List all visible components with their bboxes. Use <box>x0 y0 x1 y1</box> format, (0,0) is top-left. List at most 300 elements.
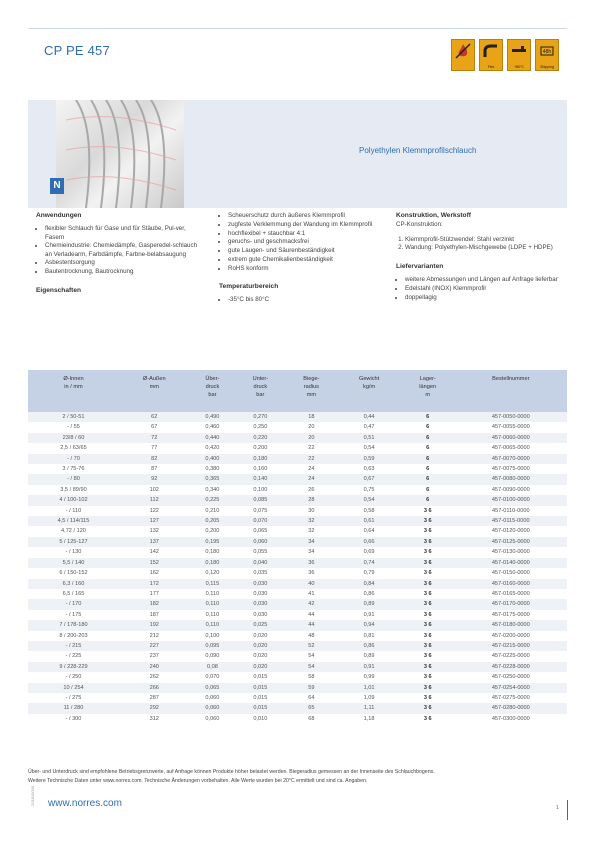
table-cell: 457-0125-0000 <box>455 537 567 547</box>
table-cell: 0,180 <box>235 454 285 464</box>
table-cell: 11 / 280 <box>28 703 119 713</box>
document-header <box>28 28 567 87</box>
table-cell: 0,065 <box>190 683 236 693</box>
table-cell: - / 55 <box>28 422 119 432</box>
table-cell: 122 <box>119 506 190 516</box>
table-cell: 59 <box>285 683 337 693</box>
column-header-line: Ø-Innen <box>63 376 84 382</box>
table-cell: 457-0060-0000 <box>455 433 567 443</box>
table-cell: 18 <box>285 412 337 422</box>
table-cell: 40 <box>285 579 337 589</box>
table-cell: 187 <box>119 610 190 620</box>
column-header <box>337 370 401 412</box>
table-cell: - / 215 <box>28 641 119 651</box>
table-cell: 0,64 <box>337 526 401 536</box>
table-cell: 457-0300-0000 <box>455 714 567 724</box>
table-cell: 6 <box>401 412 455 422</box>
table-cell: 0,225 <box>190 495 236 505</box>
column-header-line: mm <box>306 392 317 398</box>
table-cell: 457-0275-0000 <box>455 693 567 703</box>
footnote-line: Über- und Unterdruck sind empfohlene Betriebsgrenzwerte, auf Anfrage können Produkte höher belastet werden. Biegeradius gemessen an der Innenseite des Schlauchbogens. <box>28 769 435 775</box>
properties-column <box>219 212 384 305</box>
table-cell: 0,180 <box>190 558 236 568</box>
table-cell: - / 80 <box>28 474 119 484</box>
table-row <box>28 599 567 609</box>
table-cell: 54 <box>285 651 337 661</box>
table-row <box>28 641 567 651</box>
footnote-line: Weitere Technische Daten unter www.norres.com. Technische Änderungen vorbehalten. Alle Werte wurden bei 20°C ermittelt und sind ca. Angaben. <box>28 777 368 784</box>
column-header-line: in / mm <box>64 384 83 390</box>
table-cell: - / 110 <box>28 506 119 516</box>
table-cell: 32 <box>285 526 337 536</box>
table-cell: 457-0065-0000 <box>455 443 567 453</box>
column-header <box>285 370 337 412</box>
applications-column <box>36 212 204 300</box>
table-cell: 3,5 / 89/90 <box>28 485 119 495</box>
table-row <box>28 610 567 620</box>
table-cell: 0,055 <box>235 547 285 557</box>
table-cell: 0,015 <box>235 672 285 682</box>
table-row <box>28 464 567 474</box>
table-cell: 6 <box>401 464 455 474</box>
table-cell: 457-0200-0000 <box>455 631 567 641</box>
table-cell: 0,085 <box>235 495 285 505</box>
table-cell: 23/8 / 60 <box>28 433 119 443</box>
table-cell: 0,66 <box>337 537 401 547</box>
table-cell: 4,5 / 114/115 <box>28 516 119 526</box>
table-cell: 3 6 <box>401 568 455 578</box>
table-cell: 0,035 <box>235 568 285 578</box>
table-cell: 0,75 <box>337 485 401 495</box>
table-cell: 58 <box>285 672 337 682</box>
table-cell: 0,220 <box>235 433 285 443</box>
table-cell: 72 <box>119 433 190 443</box>
table-cell: 457-0140-0000 <box>455 558 567 568</box>
list-item: • zugfeste Verklemmung der Wandung im Klemmprofil <box>228 221 384 229</box>
table-cell: 6 <box>401 422 455 432</box>
applications-heading: Anwendungen <box>36 212 82 219</box>
table-cell: 4,72 / 120 <box>28 526 119 536</box>
table-cell: - / 175 <box>28 610 119 620</box>
table-cell: 0,110 <box>190 599 236 609</box>
table-cell: 0,400 <box>190 454 236 464</box>
table-cell: 3 6 <box>401 693 455 703</box>
table-row <box>28 495 567 505</box>
table-cell: 3 6 <box>401 683 455 693</box>
table-cell: 3 6 <box>401 662 455 672</box>
table-cell: 34 <box>285 547 337 557</box>
table-cell: 0,89 <box>337 599 401 609</box>
table-cell: 6 / 150-152 <box>28 568 119 578</box>
variants-heading: Liefervarianten <box>396 262 444 270</box>
table-cell: 0,100 <box>190 631 236 641</box>
column-header-line: Bestellnummer <box>492 376 530 382</box>
table-cell: 0,200 <box>235 443 285 453</box>
table-cell: 457-0115-0000 <box>455 516 567 526</box>
shipping-icon: 48h Shipping <box>535 39 559 71</box>
table-cell: 0,100 <box>235 485 285 495</box>
table-cell: 457-0225-0000 <box>455 651 567 661</box>
table-cell: 457-0070-0000 <box>455 454 567 464</box>
table-body <box>28 412 567 724</box>
table-cell: 457-0090-0000 <box>455 485 567 495</box>
table-cell: 3 6 <box>401 641 455 651</box>
table-cell: 82 <box>119 454 190 464</box>
bend-icon: Flex <box>479 39 503 71</box>
table-cell: 0,195 <box>190 537 236 547</box>
table-row <box>28 485 567 495</box>
table-cell: 4 / 100-102 <box>28 495 119 505</box>
footer-divider <box>567 800 568 820</box>
table-cell: 7 / 178-180 <box>28 620 119 630</box>
table-cell: 87 <box>119 464 190 474</box>
table-cell: 0,420 <box>190 443 236 453</box>
svg-text:48h: 48h <box>542 49 552 55</box>
table-cell: 237 <box>119 651 190 661</box>
website-link[interactable]: www.norres.com <box>48 798 122 809</box>
table-cell: 0,120 <box>190 568 236 578</box>
table-cell: 41 <box>285 589 337 599</box>
table-cell: - / 275 <box>28 693 119 703</box>
temperature-heading: Temperaturbereich <box>219 283 279 291</box>
table-cell: 9 / 228-229 <box>28 662 119 672</box>
table-cell: 22 <box>285 443 337 453</box>
table-cell: 0,140 <box>235 474 285 484</box>
table-cell: 0,74 <box>337 558 401 568</box>
table-cell: 112 <box>119 495 190 505</box>
table-cell: 0,81 <box>337 631 401 641</box>
table-cell: 0,030 <box>235 579 285 589</box>
table-row <box>28 516 567 526</box>
column-header-line: Unter- <box>252 376 269 382</box>
table-header-row <box>28 370 567 412</box>
table-row <box>28 703 567 713</box>
column-header-line: längen <box>419 384 437 390</box>
table-row <box>28 537 567 547</box>
specifications-table <box>28 370 567 724</box>
table-cell: 132 <box>119 526 190 536</box>
table-cell: 20 <box>285 422 337 432</box>
table-cell: 8 / 200-203 <box>28 631 119 641</box>
table-cell: 0,060 <box>235 537 285 547</box>
table-row <box>28 693 567 703</box>
table-cell: 162 <box>119 568 190 578</box>
table-cell: 1,11 <box>337 703 401 713</box>
table-cell: 0,210 <box>190 506 236 516</box>
column-header-line: m <box>425 392 431 398</box>
table-cell: 0,010 <box>235 714 285 724</box>
table-cell: 0,91 <box>337 662 401 672</box>
table-cell: 457-0150-0000 <box>455 568 567 578</box>
column-header-line: bar <box>208 392 217 398</box>
column-header-line: mm <box>149 384 159 390</box>
table-cell: 0,44 <box>337 412 401 422</box>
list-item: • geruchs- und geschmacksfrei <box>228 238 384 246</box>
table-cell: 0,060 <box>190 703 236 713</box>
table-cell: 457-0080-0000 <box>455 474 567 484</box>
table-row <box>28 412 567 422</box>
table-cell: 127 <box>119 516 190 526</box>
table-cell: 457-0254-0000 <box>455 683 567 693</box>
column-header <box>401 370 455 412</box>
table-cell: 0,79 <box>337 568 401 578</box>
table-cell: 1,01 <box>337 683 401 693</box>
table-cell: 0,47 <box>337 422 401 432</box>
table-cell: 0,200 <box>190 526 236 536</box>
table-cell: 36 <box>285 568 337 578</box>
document-id: 201810000 <box>30 785 35 806</box>
table-cell: 212 <box>119 631 190 641</box>
list-item: • extrem gute Chemikalienbeständigkeit <box>228 256 384 264</box>
property-icons <box>451 39 559 71</box>
page-number: 1 <box>556 805 559 811</box>
properties-list <box>219 212 384 273</box>
table-cell: 0,250 <box>235 422 285 432</box>
table-cell: 457-0120-0000 <box>455 526 567 536</box>
table-cell: 0,460 <box>190 422 236 432</box>
table-row <box>28 443 567 453</box>
table-cell: 22 <box>285 454 337 464</box>
list-item: • Bautentrocknung, Bautrocknung <box>45 268 204 276</box>
construction-list <box>396 236 561 253</box>
table-cell: 68 <box>285 714 337 724</box>
table-cell: 192 <box>119 620 190 630</box>
table-cell: 0,030 <box>235 599 285 609</box>
column-header <box>28 370 119 412</box>
table-cell: 10 / 254 <box>28 683 119 693</box>
table-cell: 0,54 <box>337 495 401 505</box>
table-row <box>28 506 567 516</box>
table-cell: 6 <box>401 495 455 505</box>
table-cell: 0,380 <box>190 464 236 474</box>
table-row <box>28 589 567 599</box>
column-header-line: Gewicht <box>358 376 380 382</box>
table-cell: 0,67 <box>337 474 401 484</box>
table-row <box>28 683 567 693</box>
table-cell: 0,020 <box>235 651 285 661</box>
table-cell: 6 <box>401 433 455 443</box>
table-cell: 77 <box>119 443 190 453</box>
table-cell: 2 / 50-51 <box>28 412 119 422</box>
table-cell: 34 <box>285 537 337 547</box>
table-cell: 64 <box>285 693 337 703</box>
table-cell: 0,060 <box>190 693 236 703</box>
table-cell: 2,5 / 63/65 <box>28 443 119 453</box>
table-cell: 3 6 <box>401 579 455 589</box>
table-row <box>28 526 567 536</box>
footnote <box>28 768 567 785</box>
table-cell: 0,58 <box>337 506 401 516</box>
table-cell: 312 <box>119 714 190 724</box>
table-cell: 0,030 <box>235 589 285 599</box>
table-cell: 62 <box>119 412 190 422</box>
table-cell: 92 <box>119 474 190 484</box>
table-cell: 6,3 / 160 <box>28 579 119 589</box>
table-cell: 137 <box>119 537 190 547</box>
table-cell: 0,015 <box>235 703 285 713</box>
table-cell: 457-0170-0000 <box>455 599 567 609</box>
table-cell: 6 <box>401 485 455 495</box>
table-row <box>28 568 567 578</box>
list-item: • flexibler Schlauch für Gase und für Stäube, Pul-ver, Fasern <box>45 225 204 242</box>
table-row <box>28 620 567 630</box>
table-cell: 0,69 <box>337 547 401 557</box>
table-row <box>28 558 567 568</box>
table-cell: 3 6 <box>401 526 455 536</box>
table-cell: 0,115 <box>190 579 236 589</box>
table-cell: - / 300 <box>28 714 119 724</box>
column-header <box>190 370 236 412</box>
table-cell: 3 6 <box>401 610 455 620</box>
table-cell: 0,340 <box>190 485 236 495</box>
table-cell: - / 130 <box>28 547 119 557</box>
column-header-line: druck <box>205 384 220 390</box>
table-cell: 6 <box>401 443 455 453</box>
table-cell: 240 <box>119 662 190 672</box>
table-cell: 3 6 <box>401 547 455 557</box>
table-cell: 20 <box>285 433 337 443</box>
table-cell: 6,5 / 165 <box>28 589 119 599</box>
table-row <box>28 422 567 432</box>
table-row <box>28 547 567 557</box>
construction-column <box>396 212 561 302</box>
list-item: • Scheuerschutz durch äußeres Klemmprofil <box>228 212 384 220</box>
table-cell: 65 <box>285 703 337 713</box>
table-cell: 0,020 <box>235 662 285 672</box>
table-cell: 3 6 <box>401 651 455 661</box>
table-cell: 6 <box>401 454 455 464</box>
table-cell: 457-0075-0000 <box>455 464 567 474</box>
table-row <box>28 631 567 641</box>
table-cell: 26 <box>285 485 337 495</box>
table-cell: 42 <box>285 599 337 609</box>
table-cell: 102 <box>119 485 190 495</box>
table-cell: 0,51 <box>337 433 401 443</box>
table-cell: 3 6 <box>401 589 455 599</box>
table-cell: 0,490 <box>190 412 236 422</box>
table-cell: 287 <box>119 693 190 703</box>
table-cell: 3 6 <box>401 516 455 526</box>
table-cell: 3 6 <box>401 558 455 568</box>
column-header-line: druck <box>253 384 268 390</box>
table-cell: 0,54 <box>337 443 401 453</box>
table-cell: 0,61 <box>337 516 401 526</box>
table-cell: - / 250 <box>28 672 119 682</box>
column-header-line: Ø-Außen <box>142 376 166 382</box>
table-cell: 0,060 <box>190 714 236 724</box>
table-cell: 0,94 <box>337 620 401 630</box>
column-header-line: radius <box>303 384 319 390</box>
table-cell: 0,075 <box>235 506 285 516</box>
list-item: • gute Laugen- und Säurenbeständigkeit <box>228 247 384 255</box>
table-cell: 0,99 <box>337 672 401 682</box>
table-cell: 67 <box>119 422 190 432</box>
table-cell: 52 <box>285 641 337 651</box>
table-cell: 0,015 <box>235 693 285 703</box>
product-photo <box>56 100 184 208</box>
table-cell: 0,59 <box>337 454 401 464</box>
table-cell: 457-0175-0000 <box>455 610 567 620</box>
column-header <box>235 370 285 412</box>
table-row <box>28 579 567 589</box>
table-cell: 0,020 <box>235 641 285 651</box>
column-header-line: Biege- <box>303 376 320 382</box>
table-row <box>28 714 567 724</box>
table-cell: 0,160 <box>235 464 285 474</box>
table-cell: 24 <box>285 464 337 474</box>
table-cell: - / 170 <box>28 599 119 609</box>
table-row <box>28 474 567 484</box>
list-item: 1. Klemmprofil-Stützwendel: Stahl verzinkt <box>405 236 561 244</box>
table-cell: 3 6 <box>401 631 455 641</box>
table-cell: 152 <box>119 558 190 568</box>
table-cell: 457-0160-0000 <box>455 579 567 589</box>
table-cell: 44 <box>285 610 337 620</box>
table-cell: 36 <box>285 558 337 568</box>
table-cell: 0,095 <box>190 641 236 651</box>
table-cell: 457-0055-0000 <box>455 422 567 432</box>
list-item: 2. Wandung: Polyethylen-Mischgewebe (LDPE + HDPE) <box>405 244 561 252</box>
table-row <box>28 662 567 672</box>
table-cell: 0,365 <box>190 474 236 484</box>
table-cell: 457-0165-0000 <box>455 589 567 599</box>
table-cell: 30 <box>285 506 337 516</box>
list-item: • Chemieindustrie: Chemiedämpfe, Gasperedel-schlauch an Verladearm, Farbdämpfe, Farbne-belabsaugung <box>45 242 204 259</box>
table-cell: 54 <box>285 662 337 672</box>
table-cell: - / 225 <box>28 651 119 661</box>
table-cell: 24 <box>285 474 337 484</box>
table-cell: 0,86 <box>337 641 401 651</box>
table-cell: 0,270 <box>235 412 285 422</box>
table-cell: 0,86 <box>337 589 401 599</box>
construction-subtitle: CP-Konstruktion: <box>396 221 443 229</box>
table-cell: 0,070 <box>190 672 236 682</box>
applications-list <box>36 225 204 276</box>
table-cell: 0,84 <box>337 579 401 589</box>
table-cell: 177 <box>119 589 190 599</box>
table-cell: 0,63 <box>337 464 401 474</box>
table-cell: 0,440 <box>190 433 236 443</box>
table-cell: 457-0228-0000 <box>455 662 567 672</box>
table-cell: 0,110 <box>190 589 236 599</box>
table-cell: 227 <box>119 641 190 651</box>
table-cell: 0,205 <box>190 516 236 526</box>
temperature-range: • -35°C bis 80°C <box>228 296 384 304</box>
table-cell: 457-0050-0000 <box>455 412 567 422</box>
table-cell: 172 <box>119 579 190 589</box>
properties-heading: Eigenschaften <box>36 286 82 294</box>
table-cell: 0,090 <box>190 651 236 661</box>
table-cell: 0,020 <box>235 631 285 641</box>
column-header <box>119 370 190 412</box>
table-cell: 182 <box>119 599 190 609</box>
product-banner <box>28 100 567 208</box>
table-cell: 266 <box>119 683 190 693</box>
table-cell: 0,070 <box>235 516 285 526</box>
table-cell: 0,030 <box>235 610 285 620</box>
table-cell: 262 <box>119 672 190 682</box>
temperature-icon: +80°C <box>507 39 531 71</box>
list-item: • weitere Abmessungen und Längen auf Anfrage lieferbar <box>405 276 561 284</box>
table-cell: 28 <box>285 495 337 505</box>
table-row <box>28 672 567 682</box>
table-cell: 457-0100-0000 <box>455 495 567 505</box>
variants-list <box>396 276 561 302</box>
column-header-line: Lager- <box>419 376 436 382</box>
temperature-list <box>219 296 384 304</box>
table-cell: 5,5 / 140 <box>28 558 119 568</box>
column-header-line: kg/m <box>363 384 376 390</box>
